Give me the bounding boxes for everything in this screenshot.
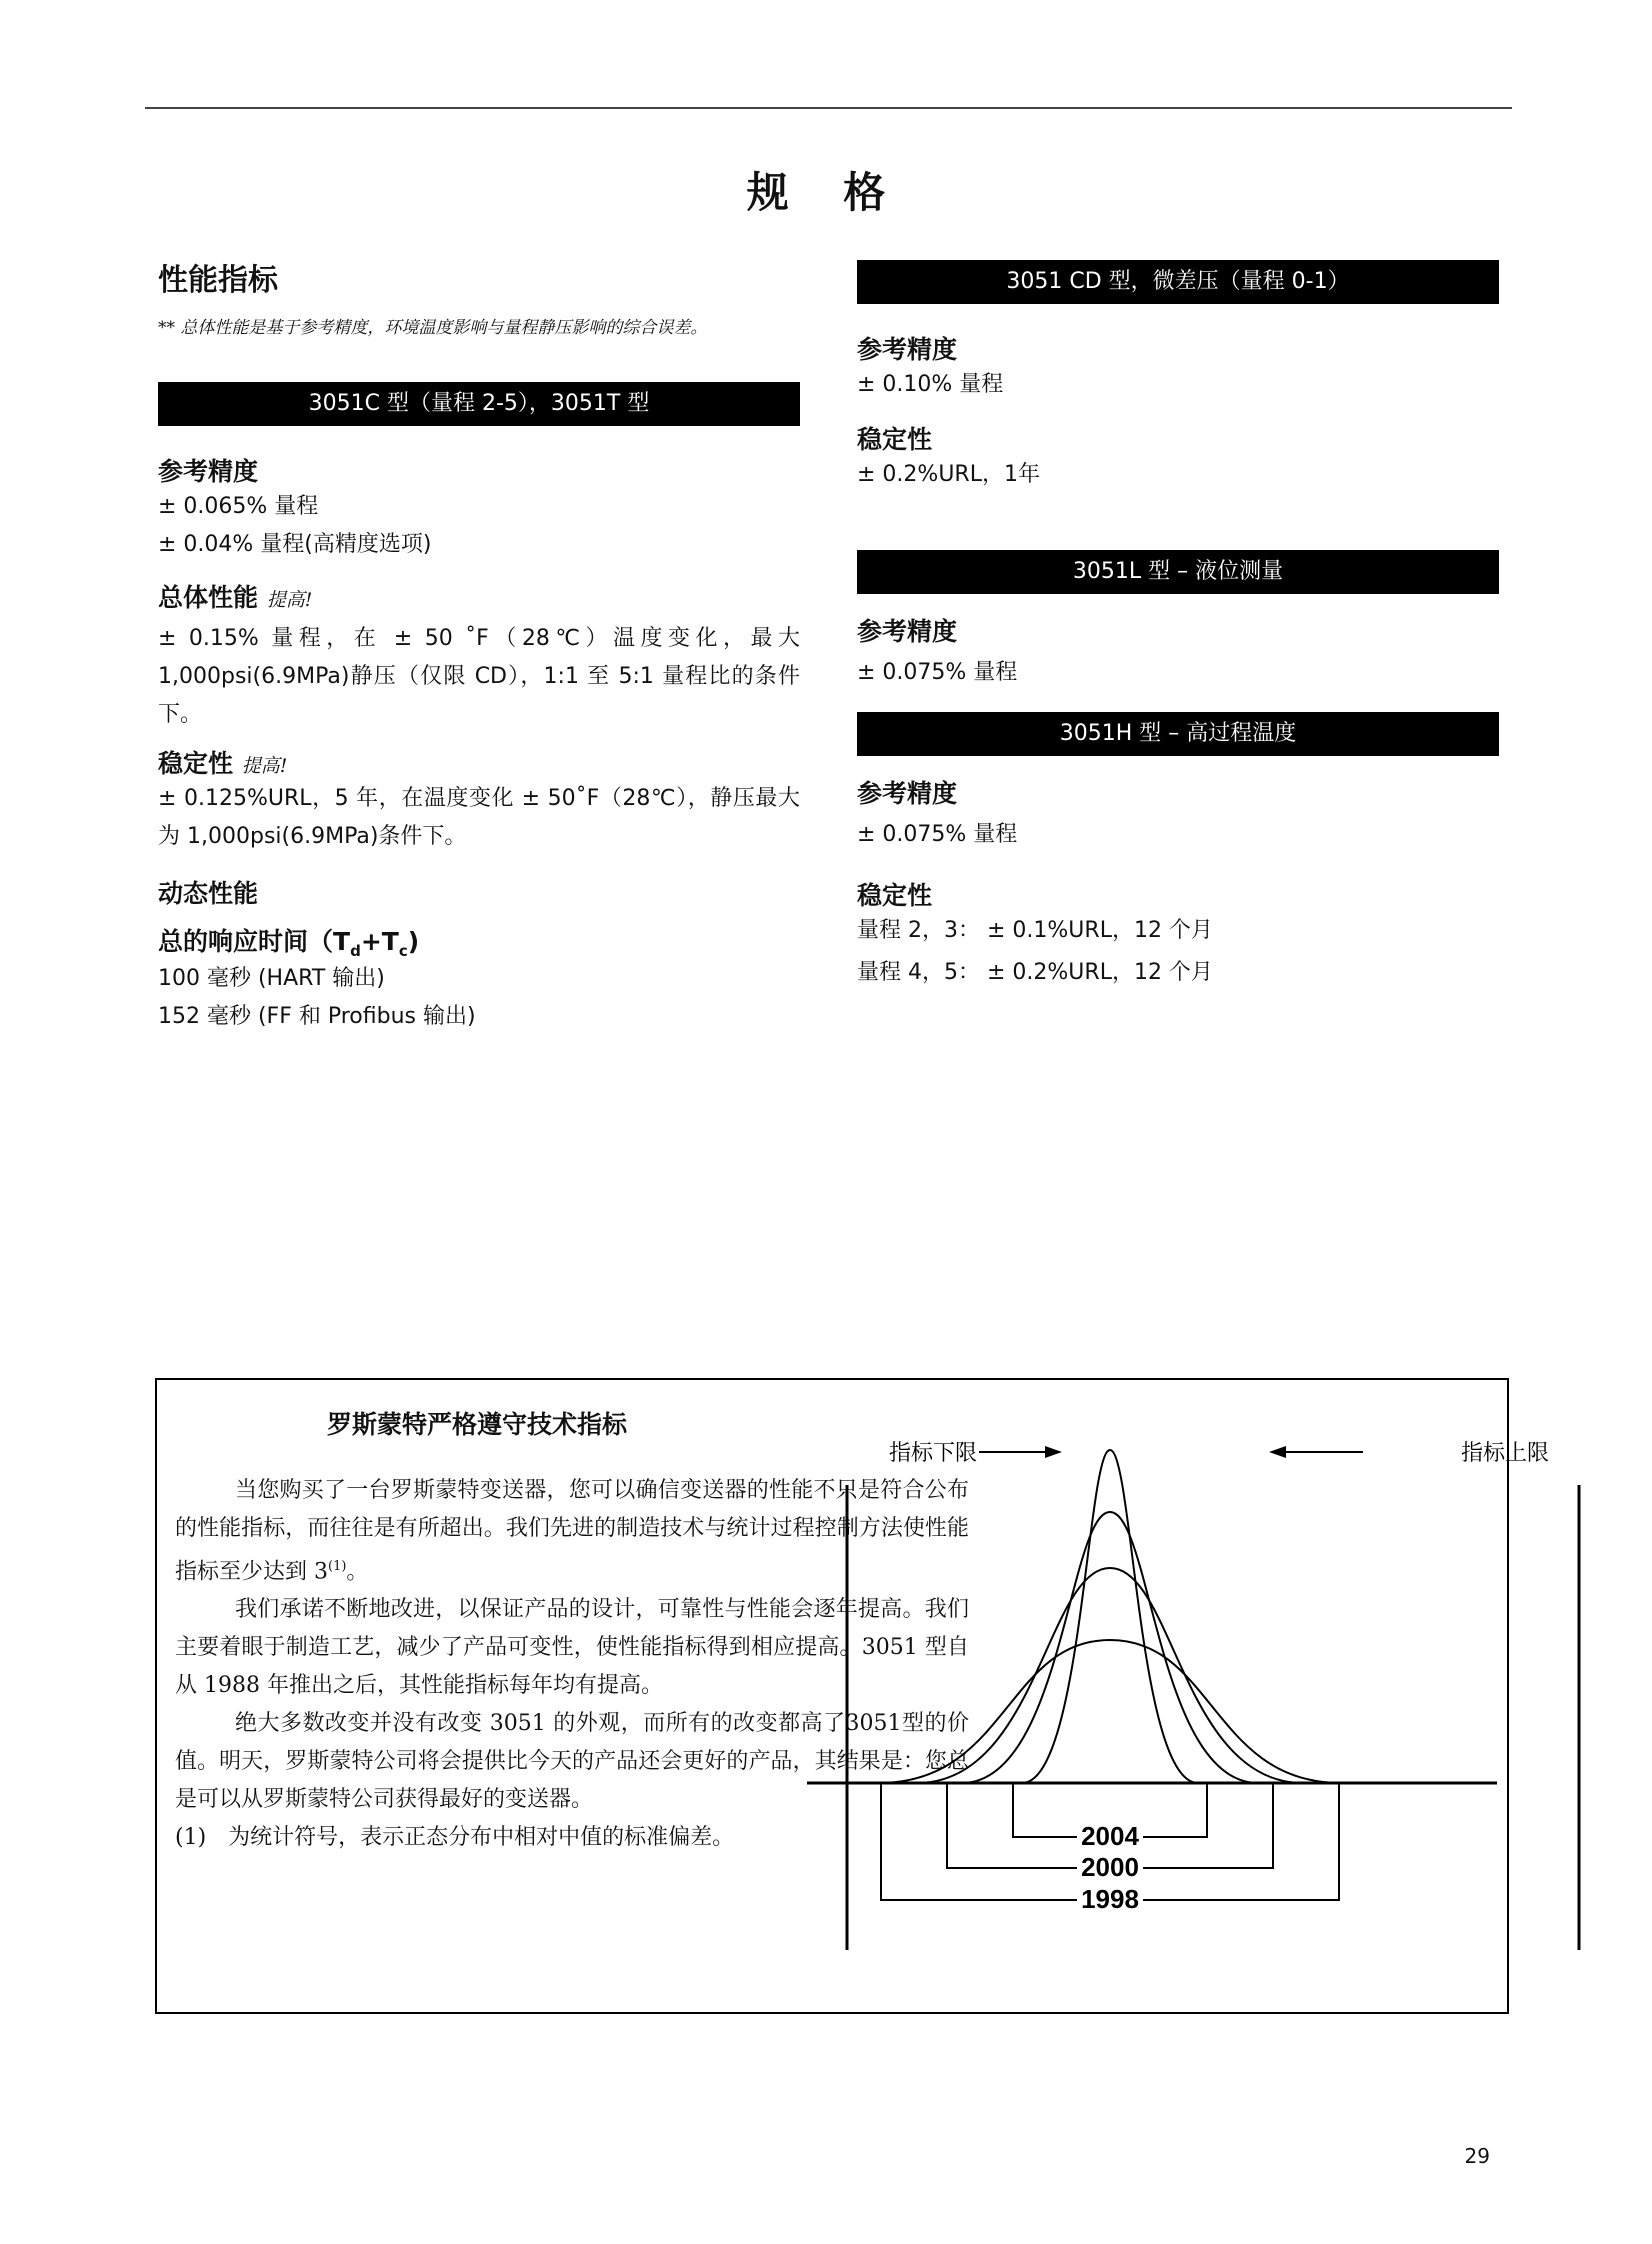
model-3051cd-bar: 3051 CD 型，微差压（量程 0-1） xyxy=(857,260,1499,304)
total-performance-label: 总体性能 xyxy=(158,583,259,612)
bracket-1998 xyxy=(881,1783,1077,1900)
distribution-diagram xyxy=(807,1400,1549,2000)
year-label-1998: 1998 xyxy=(1081,1884,1139,1914)
h-stability-line: 量程 2，3： ± 0.1%URL，12 个月 xyxy=(857,918,1213,943)
model-3051c-bar: 3051C 型（量程 2-5），3051T 型 xyxy=(158,382,800,426)
cd-ref-accuracy-text: ± 0.10% 量程 xyxy=(857,372,1004,397)
box-paragraph: 我们承诺不断地改进，以保证产品的设计，可靠性与性能会逐年提高。我们主要着眼于制造工艺，减少了产品可变性，使性能指标得到相应提高。3051 型自从 1988 年推出之后，其性能指标每年均有提高。 xyxy=(175,1597,969,1699)
stability-text: ± 0.125%URL，5 年，在温度变化 ± 50˚F（28℃），静压最大为 1,000psi(6.9MPa)条件下。 xyxy=(158,786,800,849)
improved-tag: 提高! xyxy=(266,589,313,611)
box-footnote: (1) 为统计符号，表示正态分布中相对中值的标准偏差。 xyxy=(175,1825,735,1851)
model-3051l-bar: 3051L 型 – 液位测量 xyxy=(857,550,1499,594)
lower-limit-label: 指标下限 xyxy=(888,1441,977,1466)
cd-stability-heading: 稳定性 xyxy=(857,425,933,454)
box-title: 罗斯蒙特严格遵守技术指标 xyxy=(327,1410,628,1439)
lower-limit-arrowhead xyxy=(1045,1446,1062,1458)
h-ref-accuracy-text: ± 0.075% 量程 xyxy=(857,822,1018,847)
response-time-line: 100 毫秒 (HART 输出) xyxy=(158,966,385,991)
left-column xyxy=(158,255,800,1036)
stability-heading xyxy=(158,744,800,780)
stability-label: 稳定性 xyxy=(158,749,234,778)
l-ref-accuracy-heading: 参考精度 xyxy=(857,617,958,646)
cd-stability-text: ± 0.2%URL，1年 xyxy=(857,462,1040,487)
bracket-2004 xyxy=(1143,1783,1207,1837)
upper-limit-arrowhead xyxy=(1269,1446,1286,1458)
response-time-heading: 总的响应时间$(T_d+T_c)$ xyxy=(158,927,420,960)
bracket-2004 xyxy=(1013,1783,1077,1837)
h-ref-accuracy-heading: 参考精度 xyxy=(857,779,958,808)
cd-ref-accuracy-heading: 参考精度 xyxy=(857,335,958,364)
distribution-curve-2000 xyxy=(917,1568,1303,1783)
distribution-curve-2004b xyxy=(1022,1450,1198,1783)
h-stability-line: 量程 4，5： ± 0.2%URL，12 个月 xyxy=(857,960,1213,985)
model-3051h-bar: 3051H 型 – 高过程温度 xyxy=(857,712,1499,756)
header-rule xyxy=(145,107,1512,109)
box-paragraph: 当您购买了一台罗斯蒙特变送器，您可以确信变送器的性能不只是符合公布的性能指标，而往往是有所超出。我们先进的制造技术与统计过程控制方法使性能指标至少达到 3$^{(1)}$。 xyxy=(175,1478,969,1585)
ref-accuracy-line: ± 0.04% 量程(高精度选项) xyxy=(158,532,432,557)
ref-accuracy-heading: 参考精度 xyxy=(158,457,259,486)
year-label-2004: 2004 xyxy=(1081,1821,1139,1851)
h-stability-heading: 稳定性 xyxy=(857,881,933,910)
response-time-line: 152 毫秒 (FF 和 Profibus 输出) xyxy=(158,1004,476,1029)
spec-commitment-box xyxy=(155,1378,1549,2014)
distribution-curve-2004a xyxy=(962,1512,1258,1783)
improved-tag: 提高! xyxy=(241,755,288,777)
box-paragraph: 绝大多数改变并没有改变 3051 的外观，而所有的改变都高了3051型的价值。明天，罗斯蒙特公司将会提供比今天的产品还会更好的产品，其结果是：您总是可以从罗斯蒙特公司获得最好的变送器。 xyxy=(175,1711,969,1813)
page-number: 29 xyxy=(1464,2144,1490,2168)
total-performance-heading xyxy=(158,578,800,614)
performance-note: ** 总体性能是基于参考精度，环境温度影响与量程静压影响的综合误差。 xyxy=(158,318,708,338)
bracket-1998 xyxy=(1143,1783,1339,1900)
upper-limit-label: 指标上限 xyxy=(1460,1441,1549,1466)
right-column xyxy=(857,260,1499,992)
performance-heading: 性能指标 xyxy=(158,263,278,298)
dynamic-performance-heading: 动态性能 xyxy=(158,879,259,908)
year-label-2000: 2000 xyxy=(1081,1852,1139,1882)
page-title: 规 格 xyxy=(746,168,906,217)
ref-accuracy-line: ± 0.065% 量程 xyxy=(158,494,319,519)
l-ref-accuracy-text: ± 0.075% 量程 xyxy=(857,660,1018,685)
total-performance-text: ± 0.15% 量程，在 ± 50 ˚F（28℃）温度变化，最大 1,000psi(6.9MPa)静压（仅限 CD），1:1 至 5:1 量程比的条件下。 xyxy=(158,626,800,727)
distribution-curve-1998 xyxy=(879,1640,1341,1783)
